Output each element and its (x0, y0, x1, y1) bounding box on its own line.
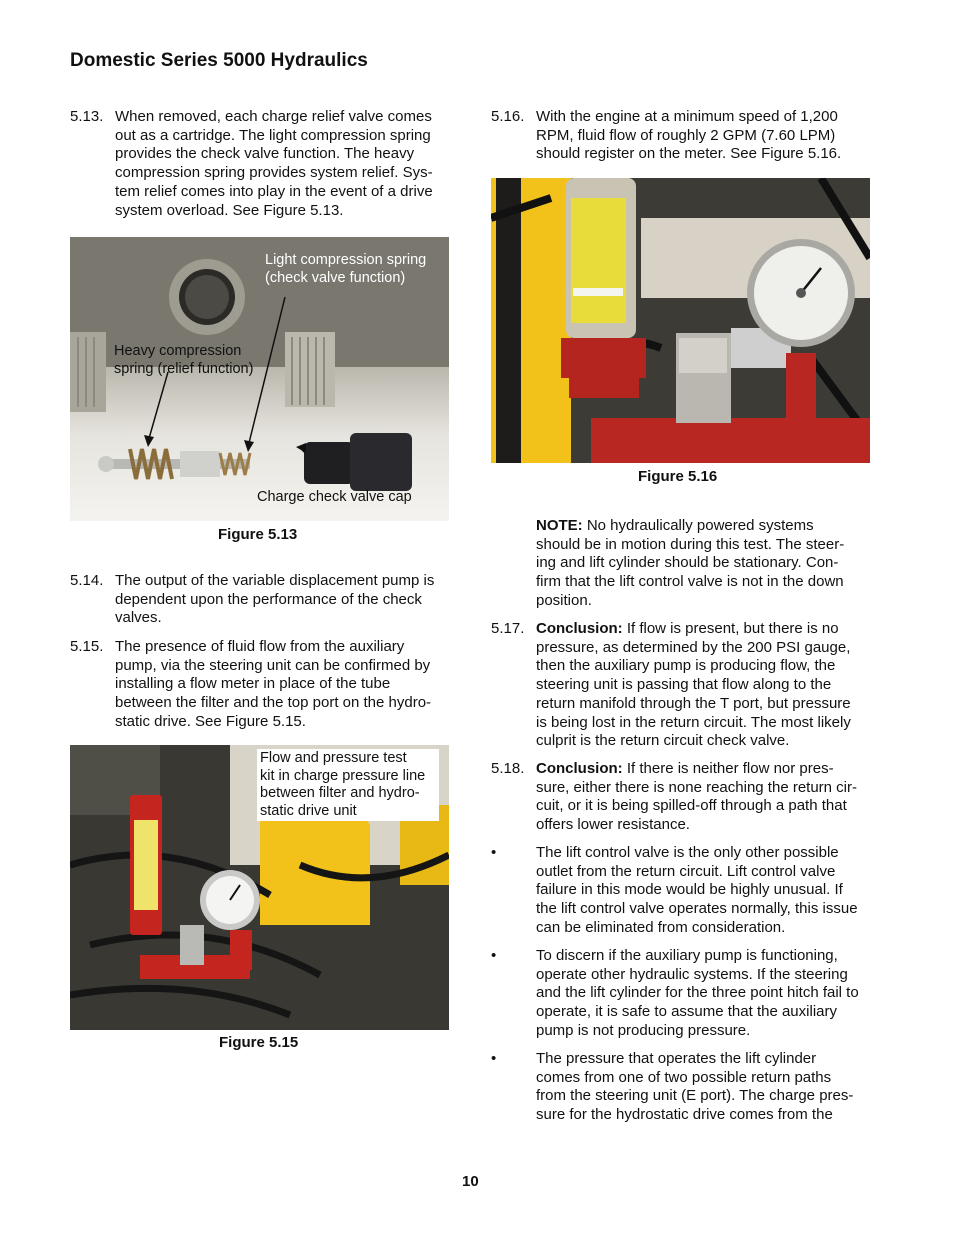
section-text: Conclusion: If there is neither flow nor pres- sure, either there is none reaching the return cir- cuit, or it is being spilled-off through a path that offers lower resistance. (536, 760, 857, 834)
figure-caption: Figure 5.16 (638, 468, 718, 485)
bullet-text: The pressure that operates the lift cylinder comes from one of two possible return paths from the steering unit (E port). The charge pres- sure for the hydrostatic drive comes from the (536, 1050, 854, 1124)
section-number: 5.16. (491, 108, 525, 125)
section-text: The presence of fluid flow from the auxiliary pump, via the steering unit can be confirmed by installing a flow meter in place of the tube between the filter and the top port on the hydro- static drive. See Figure 5.15. (115, 638, 432, 730)
figure-caption: Figure 5.15 (219, 1034, 299, 1051)
label-flow-pressure-test-kit: Flow and pressure test kit in charge pressure line between filter and hydro- static drive unit (257, 749, 439, 821)
figure-5-13-photo (70, 237, 449, 521)
figure-5-15-photo (70, 745, 449, 1030)
label-light-compression-spring: Light compression spring (check valve function) (265, 252, 427, 286)
bullet-icon: • (491, 844, 497, 861)
section-text: With the engine at a minimum speed of 1,200 RPM, fluid flow of roughly 2 GPM (7.60 LPM) should register on the meter. See Figure 5.16. (536, 108, 842, 163)
section-number: 5.15. (70, 638, 104, 655)
note-label: NOTE: (536, 517, 583, 534)
label-heavy-compression-spring: Heavy compression spring (relief function) (114, 343, 254, 377)
section-number: 5.18. (491, 760, 525, 777)
bullet-icon: • (491, 1050, 497, 1067)
bullet-icon: • (491, 947, 497, 964)
bullet-text: The lift control valve is the only other possible outlet from the return circuit. Lift control valve failure in this mode would be highly unusual. If the lift control valve operates normally, this issue can be eliminated from consideration. (536, 844, 858, 936)
section-number: 5.14. (70, 572, 104, 589)
section-text: Conclusion: If flow is present, but there is no pressure, as determined by the 200 PSI gauge, then the auxiliary pump is producing flow, the steering unit is passing that flow along to the return manifold through the T port, but pressure is being lost in the return circuit. The most likely culprit is the return circuit check valve. (536, 620, 851, 750)
figure-5-16-photo (491, 178, 870, 463)
section-number: 5.13. (70, 108, 104, 125)
page-number: 10 (462, 1173, 479, 1190)
section-text: The output of the variable displacement pump is dependent upon the performance of the check valves. (115, 572, 435, 627)
flow-meter-gauge-image (491, 178, 870, 463)
bullet-text: To discern if the auxiliary pump is functioning, operate other hydraulic systems. If the steering and the lift cylinder for the three point hitch fail to operate, it is safe to assume that the auxiliary pump is not producing pressure. (536, 947, 859, 1039)
section-number: 5.17. (491, 620, 525, 637)
page-title: Domestic Series 5000 Hydraulics (70, 50, 368, 71)
section-text: When removed, each charge relief valve comes out as a cartridge. The light compression spring provides the check valve function. The heavy compression spring provides system relief. Sys- tem relief comes into play in the event of a drive system overload. See Figure 5.13. (115, 108, 433, 219)
note-block: NOTE: No hydraulically powered systems should be in motion during this test. The steer- ing and lift cylinder should be stationary. Con- firm that the lift control valve is not in the down position. (536, 517, 845, 609)
figure-caption: Figure 5.13 (218, 526, 298, 543)
label-charge-check-valve-cap: Charge check valve cap (257, 489, 412, 505)
